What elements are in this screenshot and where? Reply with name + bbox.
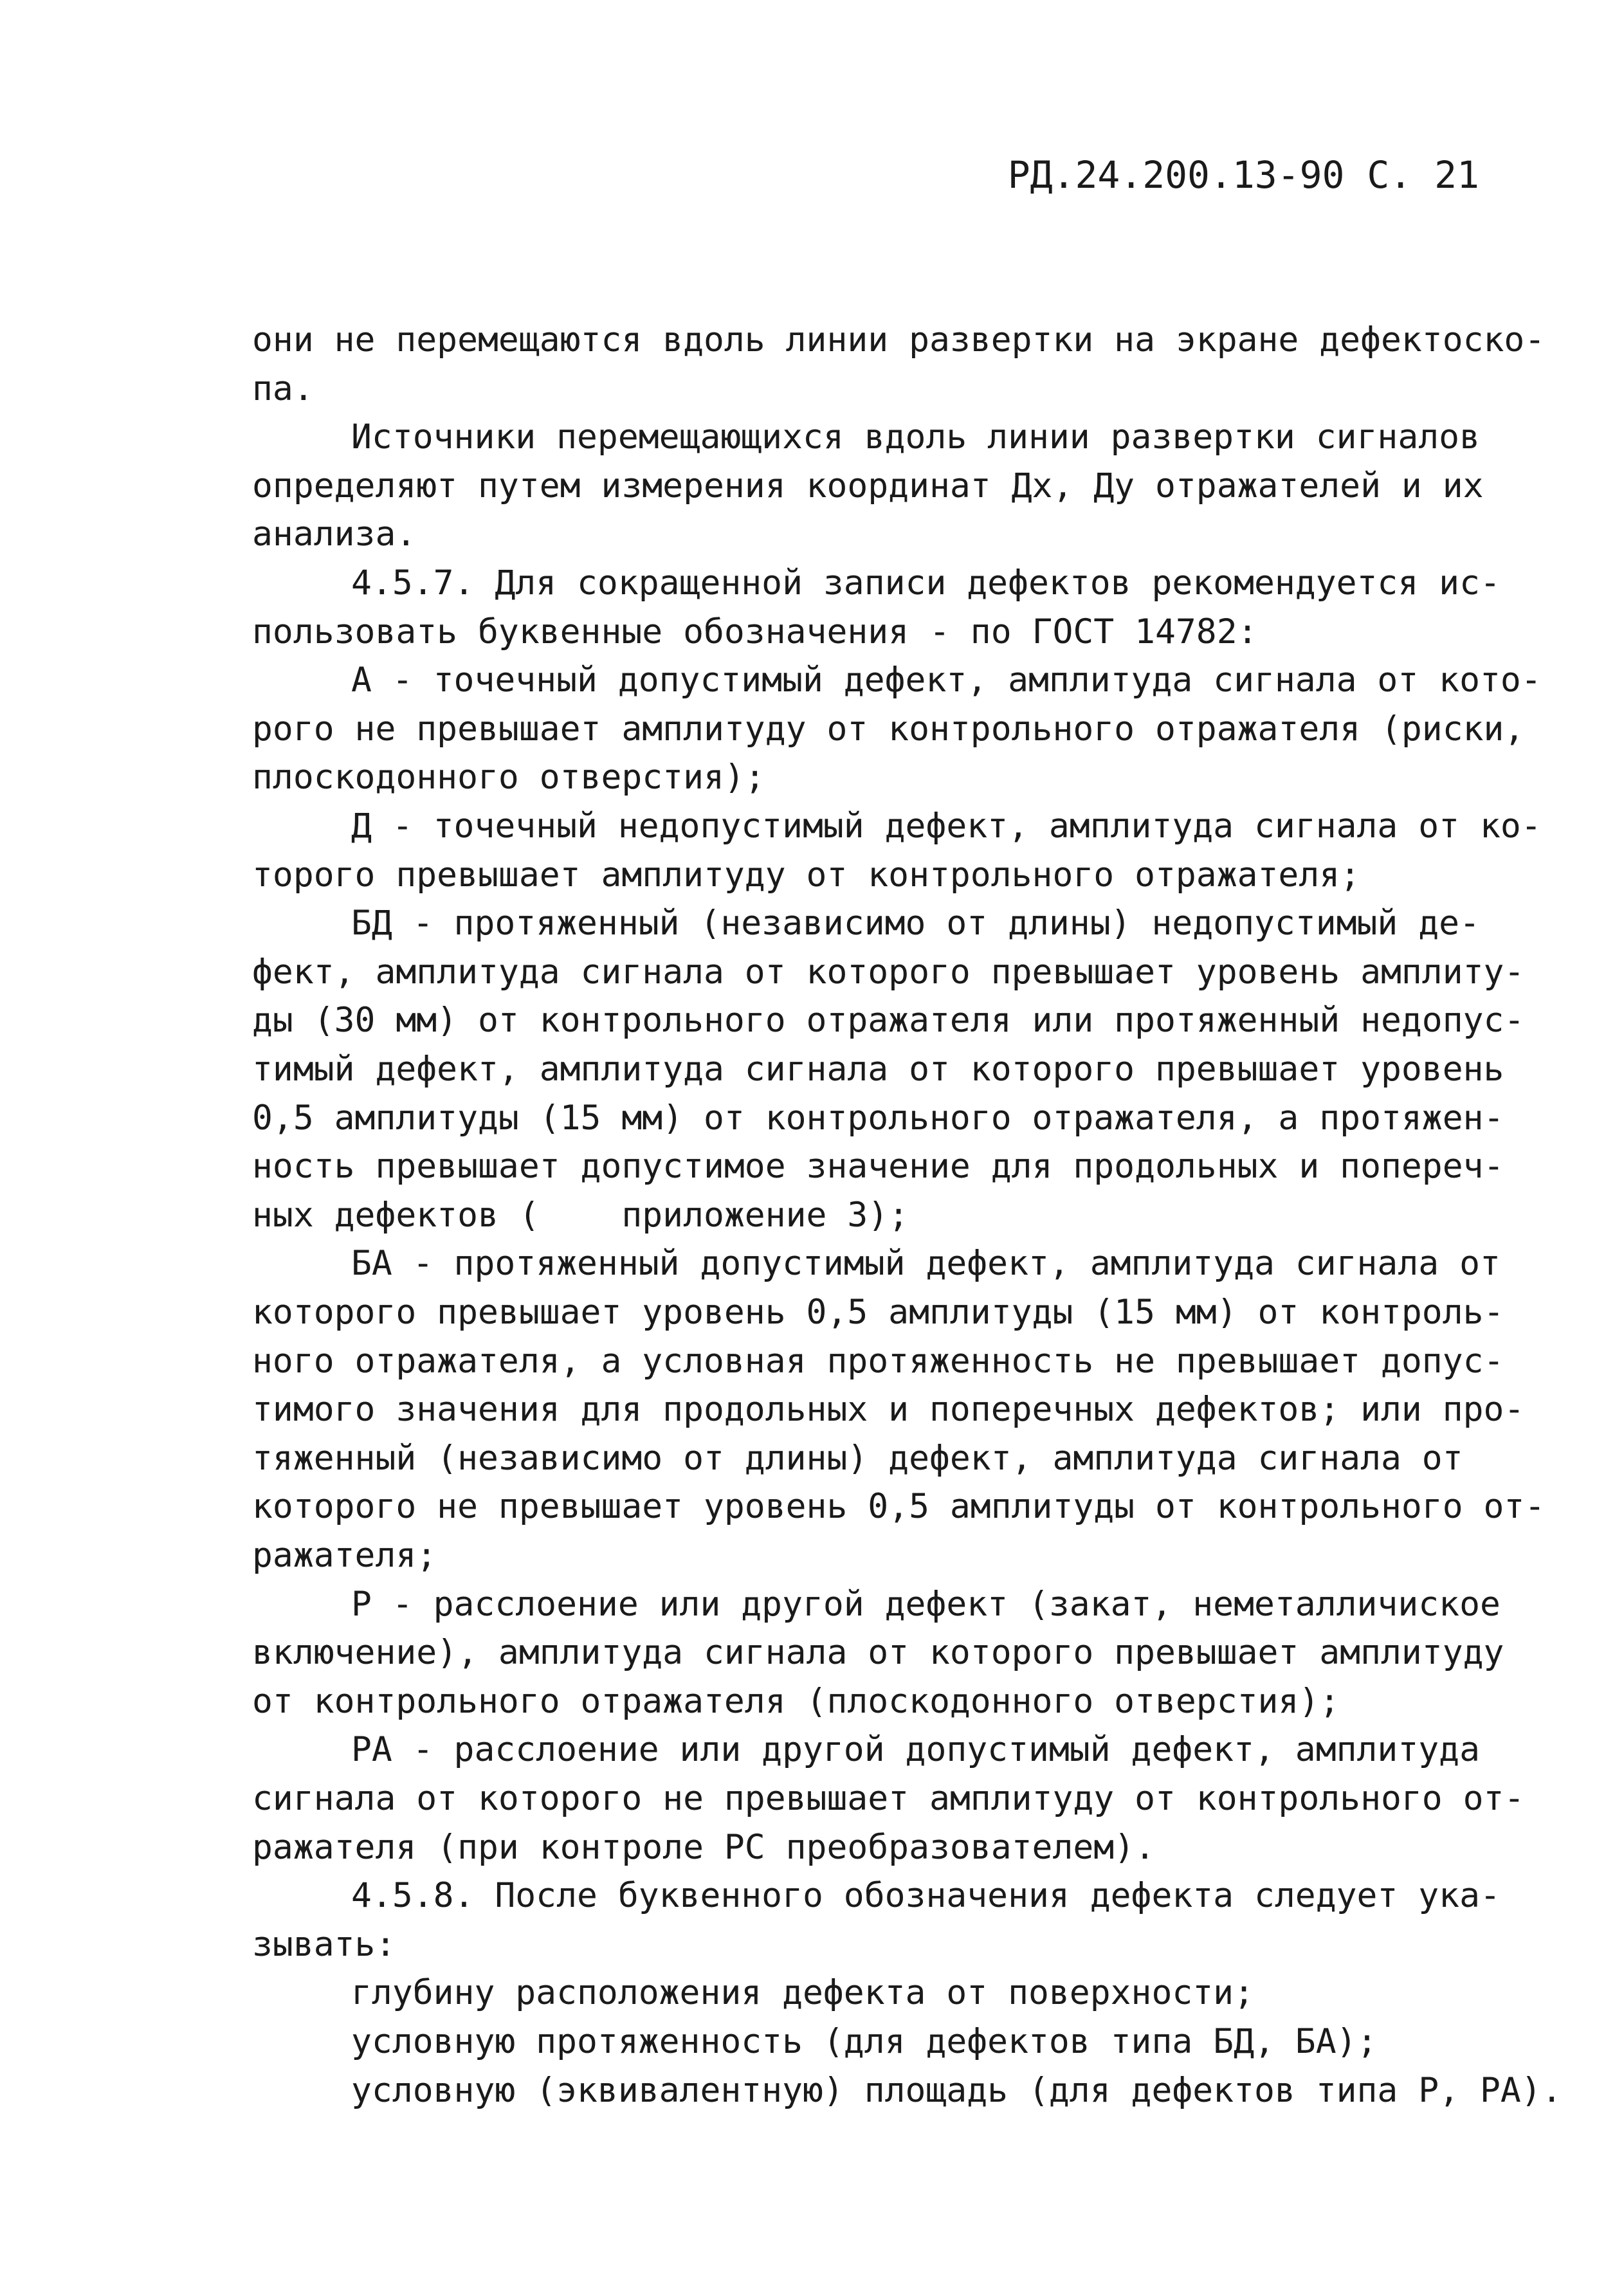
text-line: тимого значения для продольных и поперечных дефектов; или про-	[252, 1390, 1525, 1429]
text-line: условную (эквивалентную) площадь (для дефектов типа Р, РА).	[351, 2071, 1562, 2110]
text-line: они не перемещаются вдоль линии развертки на экране дефектоско-	[252, 320, 1546, 360]
text-line: включение), амплитуда сигнала от которого превышает амплитуду	[252, 1633, 1504, 1672]
text-line: пользовать буквенные обозначения - по ГОСТ 14782:	[252, 612, 1258, 651]
text-line: 4.5.7. Для сокращенной записи дефектов рекомендуется ис-	[351, 563, 1501, 603]
text-line: анализа.	[252, 514, 417, 554]
page-header: РД.24.200.13-90 С. 21	[1007, 153, 1479, 197]
text-line: Р - расслоение или другой дефект (закат, неметалличиское	[351, 1585, 1501, 1624]
text-line: БА - протяженный допустимый дефект, амплитуда сигнала от	[351, 1244, 1501, 1283]
text-line: фект, амплитуда сигнала от которого превышает уровень амплиту-	[252, 952, 1525, 992]
text-line: Источники перемещающихся вдоль линии развертки сигналов	[351, 417, 1480, 457]
text-line: условную протяженность (для дефектов типа БД, БА);	[351, 2022, 1378, 2061]
text-line: сигнала от которого не превышает амплитуду от контрольного от-	[252, 1779, 1525, 1818]
text-line: Д - точечный недопустимый дефект, амплитуда сигнала от ко-	[351, 806, 1542, 846]
text-line: ного отражателя, а условная протяженность не превышает допус-	[252, 1342, 1504, 1381]
text-line: которого не превышает уровень 0,5 амплитуды от контрольного от-	[252, 1487, 1546, 1526]
text-line: БД - протяженный (независимо от длины) недопустимый де-	[351, 904, 1480, 943]
text-line: тяженный (независимо от длины) дефект, амплитуда сигнала от	[252, 1439, 1463, 1478]
text-line: ных дефектов ( приложение 3);	[252, 1196, 909, 1235]
text-line: торого превышает амплитуду от контрольного отражателя;	[252, 855, 1361, 895]
text-line: от контрольного отражателя (плоскодонного отверстия);	[252, 1682, 1340, 1721]
text-line: плоскодонного отверстия);	[252, 758, 765, 797]
text-line: определяют путем измерения координат Дх, Ду отражателей и их	[252, 466, 1484, 505]
text-line: 0,5 амплитуды (15 мм) от контрольного отражателя, а протяжен-	[252, 1098, 1504, 1138]
text-line: ражателя;	[252, 1536, 437, 1575]
text-line: которого превышает уровень 0,5 амплитуды (15 мм) от контроль-	[252, 1293, 1504, 1332]
text-line: ражателя (при контроле РС преобразователем).	[252, 1828, 1155, 1867]
text-line: рого не превышает амплитуду от контрольного отражателя (риски,	[252, 709, 1525, 749]
text-line: па.	[252, 369, 314, 408]
text-line: зывать:	[252, 1925, 396, 1964]
text-line: глубину расположения дефекта от поверхности;	[351, 1973, 1254, 2012]
text-line: РА - расслоение или другой допустимый дефект, амплитуда	[351, 1730, 1480, 1769]
text-line: А - точечный допустимый дефект, амплитуда сигнала от кото-	[351, 660, 1542, 700]
text-line: 4.5.8. После буквенного обозначения дефекта следует ука-	[351, 1876, 1501, 1915]
text-line: тимый дефект, амплитуда сигнала от которого превышает уровень	[252, 1050, 1504, 1089]
text-line: ность превышает допустимое значение для продольных и попереч-	[252, 1147, 1504, 1186]
text-line: ды (30 мм) от контрольного отражателя или протяженный недопус-	[252, 1001, 1525, 1040]
